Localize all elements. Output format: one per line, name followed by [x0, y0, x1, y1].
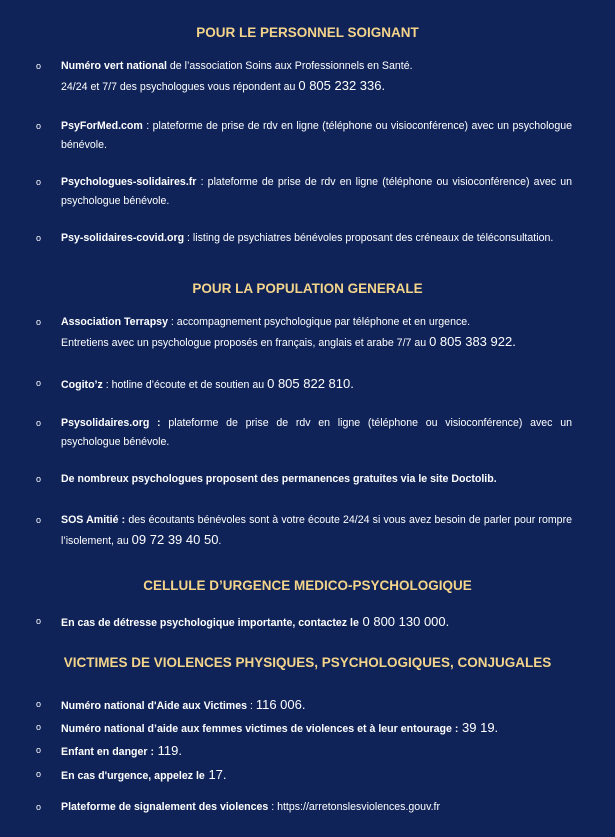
- list-item-detresse: [36, 612, 572, 633]
- signalement-link[interactable]: https://arretonslesviolences.gouv.fr: [277, 801, 441, 813]
- item-text: :: [247, 700, 256, 712]
- phone-number: 09 72 39 40 50: [131, 532, 219, 547]
- phone-number: 17.: [204, 767, 227, 782]
- item-text: : listing de psychiatres bénévoles proposant des créneaux de téléconsultation.: [184, 232, 554, 244]
- list-item-numero-vert: [36, 57, 572, 97]
- item-name: Numéro national d’aide aux femmes victimes de violences et à leur entourage :: [61, 723, 459, 735]
- item-name: Psychologues-solidaires.fr: [61, 176, 197, 188]
- item-name: Cogito’z: [61, 379, 103, 391]
- bullet-icon: o: [36, 418, 42, 428]
- item-name: Plateforme de signalement des violences: [61, 801, 269, 813]
- bullet-icon: o: [36, 802, 42, 812]
- bullet-icon: o: [36, 233, 42, 243]
- item-name: En cas de détresse psychologique importante, contactez le: [61, 617, 359, 629]
- bullet-icon: o: [36, 745, 42, 755]
- bullet-icon: o: [36, 616, 42, 626]
- item-name: En cas d'urgence, appelez le: [61, 770, 205, 782]
- item-name: Psysolidaires.org :: [61, 417, 161, 429]
- phone-number: 0 805 232 336.: [298, 78, 386, 93]
- bullet-icon: o: [36, 515, 42, 525]
- item-text: : hotline d’écoute et de soutien au: [102, 379, 268, 391]
- list-item-psychologues-solidaires: [36, 173, 572, 211]
- bullet-icon: o: [36, 699, 42, 709]
- item-text: De nombreux psychologues proposent des permanences gratuites via le site Doctolib.: [61, 473, 497, 485]
- phone-number: 39 19.: [458, 720, 499, 735]
- phone-number: 119.: [154, 743, 182, 758]
- item-text: de l’association Soins aux Professionnels en Santé.: [166, 60, 413, 72]
- list-item-cogitoz: [36, 374, 572, 395]
- item-text: .: [218, 535, 222, 547]
- item-name: Enfant en danger :: [61, 746, 154, 758]
- list-item-terrapsy: [36, 313, 572, 353]
- list-item-psysolidaires: [36, 414, 572, 452]
- phone-number: 0 805 383 922.: [429, 334, 516, 349]
- item-name: PsyForMed.com: [61, 120, 143, 132]
- list-item-signalement: [36, 798, 572, 817]
- item-text: plateforme de prise de rdv en ligne (téléphone ou visioconférence) avec un psychologue bénévole.: [61, 417, 572, 448]
- phone-number: 116 006.: [255, 697, 306, 712]
- list-item-psy-solidaires-covid: [36, 229, 572, 248]
- bullet-icon: o: [36, 177, 42, 187]
- bullet-icon: o: [36, 378, 42, 388]
- item-text: des écoutants bénévoles sont à votre écoute 24/24 si vous avez besoin de parler pour rompre l’isolement, au: [61, 514, 572, 547]
- phone-number: 0 805 822 810.: [267, 376, 354, 391]
- item-name: Association Terrapsy: [61, 316, 168, 328]
- item-text: : accompagnement psychologique par téléphone et en urgence.: [167, 316, 471, 328]
- bullet-icon: o: [36, 317, 42, 327]
- list-item-aide-victimes: [36, 695, 572, 716]
- section-title-victimes: VICTIMES DE VIOLENCES PHYSIQUES, PSYCHOLOGIQUES, CONJUGALES: [63, 655, 552, 670]
- bullet-icon: o: [36, 769, 42, 779]
- section-title-cellule: CELLULE D’URGENCE MEDICO-PSYCHOLOGIQUE: [143, 578, 472, 593]
- item-text: Entretiens avec un psychologue proposés en français, anglais et arabe 7/7 au: [61, 337, 430, 349]
- list-item-psyformed: [36, 117, 572, 155]
- item-text: 24/24 et 7/7 des psychologues vous répondent au: [61, 81, 299, 93]
- phone-number: 0 800 130 000.: [358, 614, 450, 629]
- list-item-enfant-danger: [36, 741, 572, 762]
- item-name: Numéro vert national: [61, 60, 167, 72]
- bullet-icon: o: [36, 722, 42, 732]
- item-text: : plateforme de prise de rdv en ligne (téléphone ou visioconférence) avec un psychologue bénévole.: [61, 176, 572, 207]
- bullet-icon: o: [36, 474, 42, 484]
- item-name: Psy-solidaires-covid.org: [61, 232, 185, 244]
- item-name: SOS Amitié :: [61, 514, 126, 526]
- item-name: Numéro national d'Aide aux Victimes: [61, 700, 247, 712]
- list-item-doctolib: [36, 470, 572, 489]
- item-text: :: [268, 801, 278, 813]
- item-text: : plateforme de prise de rdv en ligne (téléphone ou visioconférence) avec un psychologue bénévole.: [61, 120, 572, 151]
- section-title-population: POUR LA POPULATION GENERALE: [192, 281, 423, 296]
- list-item-sos-amitie: [36, 511, 572, 551]
- list-item-urgence: [36, 765, 572, 786]
- section-title-soignant: POUR LE PERSONNEL SOIGNANT: [196, 25, 419, 40]
- list-item-femmes-victimes: [36, 718, 572, 739]
- bullet-icon: o: [36, 61, 42, 71]
- bullet-icon: o: [36, 121, 42, 131]
